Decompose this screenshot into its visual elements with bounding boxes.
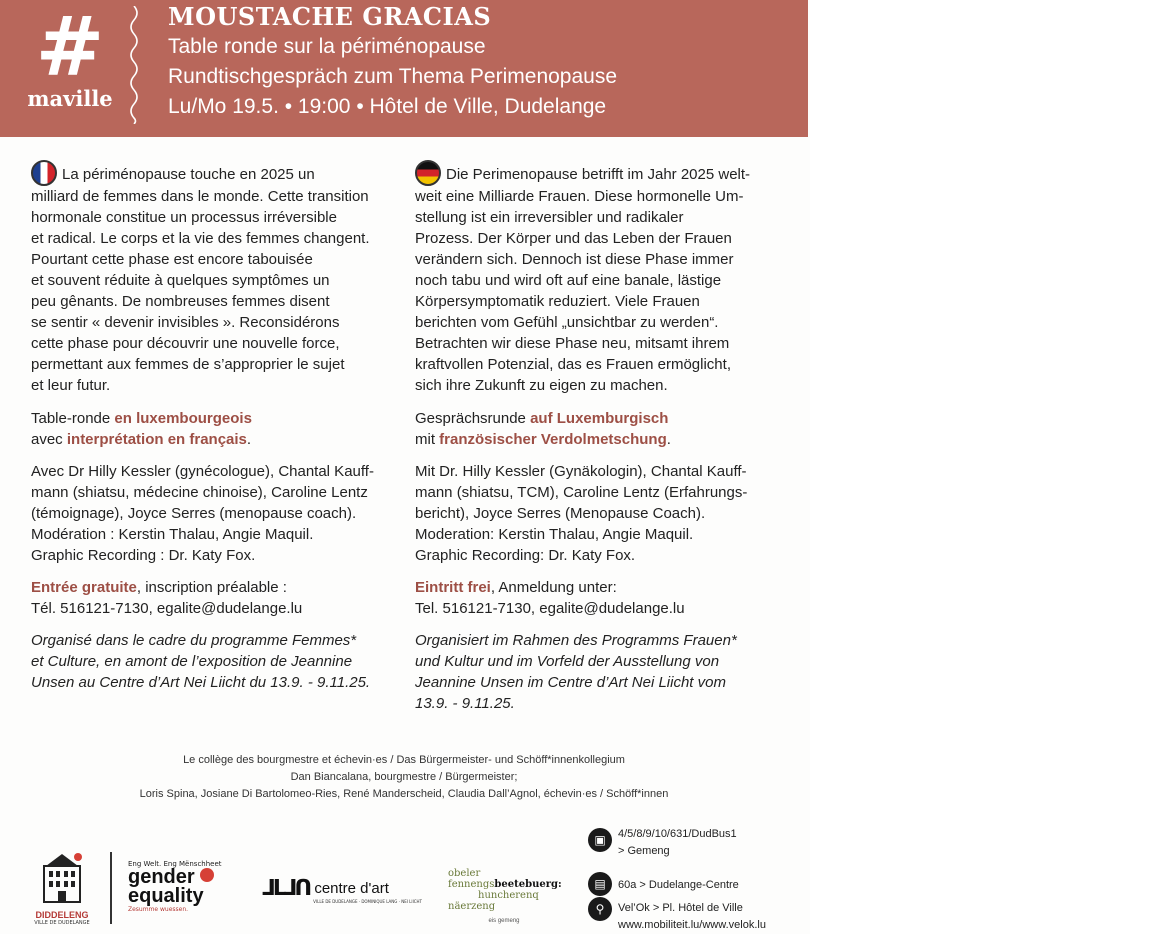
language-fr: [31, 408, 403, 450]
obeler-line-1: obeler: [448, 868, 481, 879]
obeler-line-2: [448, 879, 560, 890]
bus-icon: ▣: [588, 828, 612, 852]
centre-dart-logo: [262, 876, 422, 904]
brand-label: maville: [27, 86, 113, 111]
college-credits: [0, 752, 808, 803]
mobility-info: [588, 826, 808, 934]
interp-suffix-de: .: [666, 431, 671, 448]
gender-tagline: Eng Welt. Eng Mënschheet: [128, 860, 222, 868]
gear-icon: [200, 868, 214, 882]
entry-de: [415, 577, 787, 619]
interp-highlight-fr: interprétation en français: [66, 431, 247, 448]
cda-sub: VILLE DE DUDELANGE · DOMINIQUE LANG · NEI LIICHT: [313, 899, 422, 904]
bus-row: [588, 826, 808, 872]
germany-flag-icon: [415, 160, 441, 186]
interp-suffix-fr: .: [246, 431, 252, 448]
obeler-eis-gemeng: eis gemeng: [488, 918, 520, 924]
entry-fr: [31, 577, 403, 619]
dudelange-sub: VILLE DE DUDELANGE: [34, 920, 90, 926]
entry-rest-fr: , inscription préalable :: [136, 579, 287, 596]
bus-destination: > Gemeng: [618, 845, 670, 857]
header-text: [168, 2, 617, 122]
intro-fr: [31, 160, 403, 396]
contact-de[interactable]: Tel. 516121-7130, egalite@dudelange.lu: [415, 600, 685, 617]
interp-prefix-fr: avec: [31, 431, 67, 448]
speakers-de: Mit Dr. Hilly Kessler (Gynäkologin), Chantal Kauff- mann (shiatsu, TCM), Caroline Lentz (Erfahrungs- bericht), Joyce Serres (Menopause Coach). Moderation: Kerstin Thalau, Angie Maquil. Graphic Recording: Dr. Katy Fox.: [415, 463, 748, 564]
obeler-fennengs: fennengs: [448, 879, 495, 890]
college-line-1: Le collège des bourgmestre et échevin·es / Das Bürgermeister- und Schöff*innenkollegium: [183, 754, 625, 766]
french-column: [31, 160, 403, 704]
bike-row: [588, 900, 808, 934]
train-info: 60a > Dudelange-Centre: [618, 879, 739, 891]
mobility-web-links[interactable]: www.mobiliteit.lu/www.velok.lu: [618, 919, 766, 931]
hash-icon: #: [35, 0, 105, 95]
train-row: [588, 872, 808, 900]
bike-info: Vel’Ok > Pl. Hôtel de Ville: [618, 902, 743, 914]
logo-separator: [110, 852, 112, 924]
german-column: [415, 160, 787, 725]
speakers-fr: Avec Dr Hilly Kessler (gynécologue), Chantal Kauff- mann (shiatsu, médecine chinoise), Caroline Lentz (témoignage), Joyce Serres (menopause coach). Modération : Kerstin Thalau, Angie Maquil. Graphic Recording : Dr. Katy Fox.: [31, 463, 374, 564]
gender-zesumme: Zesumme wuessen.: [128, 906, 189, 913]
wavy-divider: [128, 6, 140, 124]
obeler-logo: [448, 868, 560, 927]
gender-word-1-text: gender: [128, 866, 195, 888]
entry-rest-de: , Anmeldung unter:: [490, 579, 617, 596]
intro-de-text: Die Perimenopause betrifft im Jahr 2025 welt- weit eine Milliarde Frauen. Diese hormonelle Um- stellung ist ein irreversibler und radikaler Prozess. Der Körper und das Leben der Frauen verändern sich. Dennoch ist diese Phase immer noch tabu und wird oft auf eine banale, lästige Körpersymptomatik reduziert. Viele Frauen berichten vom Gefühl „unsichtbar zu werden“. Betrachten wir diese Phase neu, mitsamt ihrem kraftvollen Potenzial, das es Frauen ermöglicht, sich ihre Zukunft zu eigen zu machen.: [415, 166, 751, 394]
intro-de: [415, 160, 787, 396]
maville-tag: [24, 0, 116, 111]
subtitle-fr: Table ronde sur la périménopause: [168, 35, 486, 58]
bus-lines: 4/5/8/9/10/631/DudBus1: [618, 828, 737, 840]
college-line-2: Dan Biancalana, bourgmestre / Bürgermeister;: [290, 771, 518, 783]
cda-text: centre d'art: [314, 880, 389, 897]
entry-highlight-de: Eintritt frei: [415, 579, 491, 596]
date-location: Lu/Mo 19.5. • 19:00 • Hôtel de Ville, Dudelange: [168, 95, 607, 118]
organised-de: Organisiert im Rahmen des Programms Frauen* und Kultur und im Vorfeld der Ausstellung von Jeannine Unsen im Centre d’Art Nei Liicht vom 13.9. - 9.11.25.: [415, 632, 737, 712]
lang-prefix-de: Gesprächsrunde: [415, 410, 531, 427]
interp-highlight-de: französischer Verdolmetschung: [439, 431, 667, 448]
train-icon: ▤: [588, 872, 612, 896]
dudelange-name: DIDDELENG: [35, 910, 89, 920]
interp-prefix-de: mit: [415, 431, 440, 448]
entry-highlight-fr: Entrée gratuite: [31, 579, 137, 596]
lang-prefix-fr: Table-ronde: [31, 410, 115, 427]
gender-equality-logo: [128, 860, 238, 913]
obeler-line-3: huncherenq: [478, 890, 539, 901]
lang-highlight-fr: en luxembourgeois: [114, 410, 252, 427]
france-flag-icon: [31, 160, 57, 186]
lang-highlight-de: auf Luxemburgisch: [530, 410, 669, 427]
contact-fr[interactable]: Tél. 516121-7130, egalite@dudelange.lu: [31, 600, 303, 617]
dudelange-logo: [28, 852, 96, 926]
gender-word-2: equality: [128, 885, 204, 907]
bike-icon: ⚲: [588, 897, 612, 921]
cda-mark-icon: ᒧᒪᒧᑎ: [262, 876, 310, 901]
header-band: [0, 0, 808, 137]
language-de: [415, 408, 787, 450]
subtitle-de: Rundtischgespräch zum Thema Perimenopause: [168, 65, 618, 88]
town-hall-icon: [40, 852, 84, 904]
event-title: MOUSTACHE GRACIAS: [168, 2, 492, 31]
intro-fr-text: La périménopause touche en 2025 un milliard de femmes dans le monde. Cette transition hormonale constitue un processus irréversible et radical. Le corps et la vie des femmes changent. Pourtant cette phase est encore tabouisée et souvent réduite à quelques symptômes un peu gênants. De nombreuses femmes disent se sentir « devenir invisibles ». Reconsidérons cette phase pour découvrir une nouvelle force, permettant aux femmes de s’approprier le sujet et leur futur.: [31, 166, 370, 394]
organised-fr: Organisé dans le cadre du programme Femmes* et Culture, en amont de l’exposition de Jeannine Unsen au Centre d’Art Nei Liicht du 13.9. - 9.11.25.: [31, 632, 371, 691]
college-line-3: Loris Spina, Josiane Di Bartolomeo-Ries, René Manderscheid, Claudia Dall’Agnol, échevin·es / Schöff*innen: [139, 788, 669, 800]
obeler-line-4: näerzeng: [448, 901, 496, 912]
obeler-beetebuerg: beetebuerg:: [494, 879, 562, 890]
